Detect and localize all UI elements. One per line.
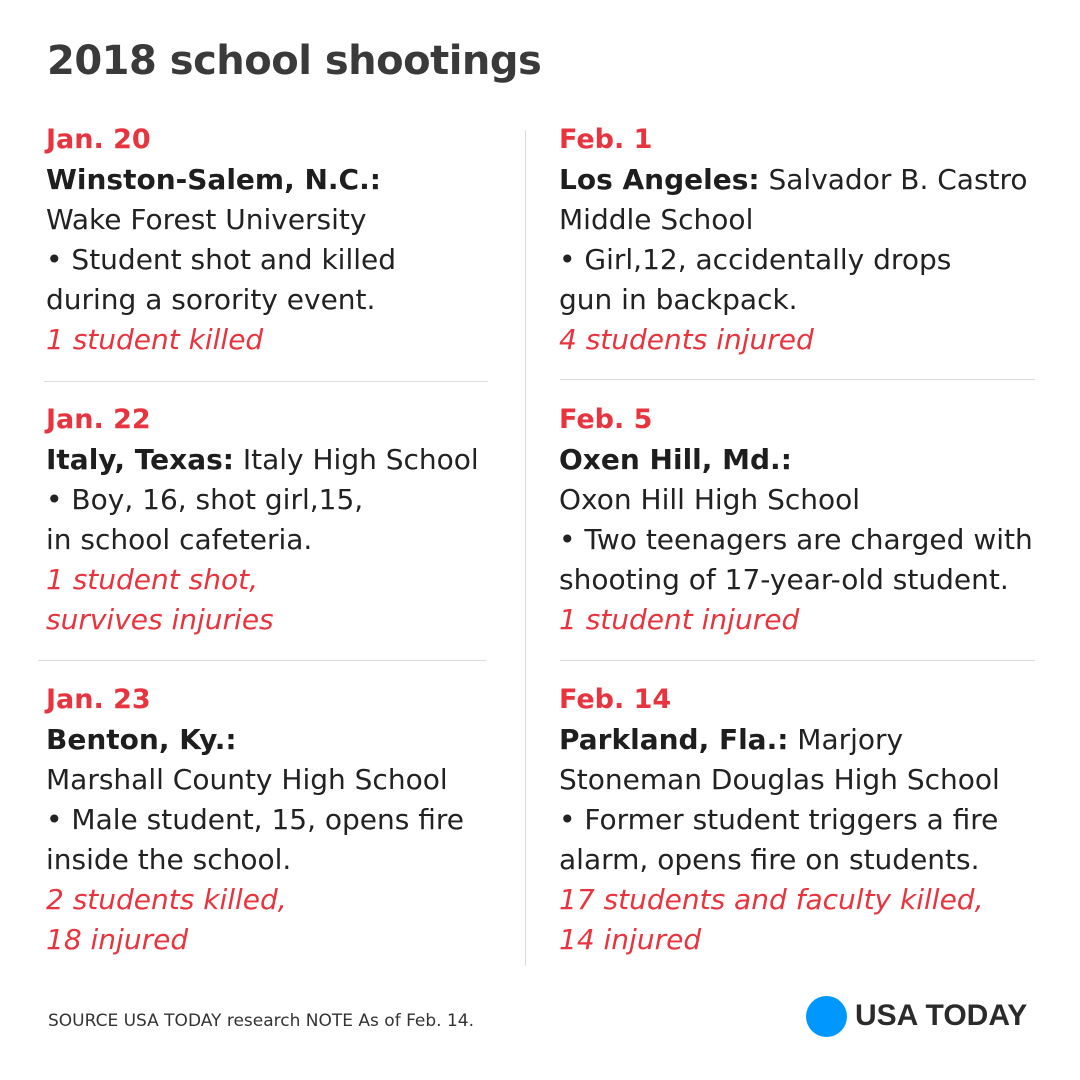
entry-location: Oxen Hill, Md.: <box>559 443 792 476</box>
entry-date: Jan. 20 <box>46 124 151 155</box>
usa-today-dot-icon <box>806 996 847 1037</box>
entry-line <box>46 800 464 840</box>
entry-line <box>559 320 1028 360</box>
entry-casualties: 1 student killed <box>46 323 264 356</box>
entry-description: • Former student triggers a fire <box>559 803 999 836</box>
entry-line <box>559 760 1000 800</box>
entry-line <box>559 520 1033 560</box>
entry-description: • Student shot and killed <box>46 243 397 276</box>
entry-line <box>46 600 479 640</box>
entry-location: Los Angeles: <box>559 163 760 196</box>
entry-feb-14 <box>559 680 1000 960</box>
entry-description: alarm, opens fire on students. <box>559 843 980 876</box>
entry-casualties: 18 injured <box>46 923 189 956</box>
entry-school: Oxon Hill High School <box>559 483 861 516</box>
entry-line <box>559 560 1033 600</box>
entry-date: Feb. 1 <box>559 124 653 155</box>
entry-description: • Male student, 15, opens fire <box>46 803 465 836</box>
entry-line <box>46 240 396 280</box>
entry-school: Marjory <box>788 723 904 756</box>
entry-school: Italy High School <box>233 443 479 476</box>
entry-description: during a sorority event. <box>46 283 376 316</box>
divider <box>44 381 488 382</box>
entry-school: Wake Forest University <box>46 203 367 236</box>
entry-line <box>46 480 479 520</box>
entry-line <box>46 280 396 320</box>
entry-location: Parkland, Fla.: <box>559 723 789 756</box>
entry-location: Benton, Ky.: <box>46 723 237 756</box>
entry-jan-23 <box>46 680 464 960</box>
entry-line <box>559 720 1000 760</box>
entry-description: in school cafeteria. <box>46 523 313 556</box>
entry-date: Jan. 22 <box>46 404 151 435</box>
entry-line <box>559 880 1000 920</box>
entry-school: Middle School <box>559 203 754 236</box>
entry-line <box>559 200 1028 240</box>
entry-feb-1 <box>559 120 1028 360</box>
entry-location: Winston-Salem, N.C.: <box>46 163 381 196</box>
entry-jan-20 <box>46 120 396 360</box>
entry-line <box>46 720 464 760</box>
entry-line <box>46 760 464 800</box>
entry-casualties: 4 students injured <box>559 323 814 356</box>
entry-description: shooting of 17-year-old student. <box>559 563 1009 596</box>
entry-description: gun in backpack. <box>559 283 798 316</box>
entry-line <box>559 480 1033 520</box>
entry-line <box>46 200 396 240</box>
page-title: 2018 school shootings <box>47 38 542 84</box>
entry-date: Feb. 5 <box>559 404 653 435</box>
entry-line <box>46 880 464 920</box>
entry-date: Feb. 14 <box>559 684 672 715</box>
entry-line <box>46 840 464 880</box>
entry-description: • Girl,12, accidentally drops <box>559 243 952 276</box>
entry-casualties: 2 students killed, <box>46 883 287 916</box>
entry-line <box>559 800 1000 840</box>
entry-description: inside the school. <box>46 843 292 876</box>
entry-line <box>46 320 396 360</box>
entry-casualties: 1 student shot, <box>46 563 258 596</box>
entry-line <box>559 440 1033 480</box>
divider <box>38 660 486 661</box>
entry-line <box>46 440 479 480</box>
entry-casualties: 1 student injured <box>559 603 800 636</box>
entry-line <box>46 520 479 560</box>
entry-casualties: 14 injured <box>559 923 702 956</box>
entry-line <box>559 600 1033 640</box>
entry-location: Italy, Texas: <box>46 443 234 476</box>
entry-line <box>559 920 1000 960</box>
entry-casualties: survives injuries <box>46 603 274 636</box>
usa-today-logo <box>806 995 1027 1037</box>
entry-line <box>46 560 479 600</box>
entry-school: Marshall County High School <box>46 763 448 796</box>
entry-feb-5 <box>559 400 1033 640</box>
entry-casualties: 17 students and faculty killed, <box>559 883 984 916</box>
source-note: SOURCE USA TODAY research NOTE As of Feb. 14. <box>48 1011 475 1031</box>
divider <box>560 660 1035 661</box>
entry-line <box>559 160 1028 200</box>
entry-line <box>559 840 1000 880</box>
entry-line <box>46 160 396 200</box>
entry-school: Salvador B. Castro <box>759 163 1028 196</box>
entry-line <box>46 920 464 960</box>
entry-description: • Boy, 16, shot girl,15, <box>46 483 364 516</box>
entry-line <box>559 280 1028 320</box>
column-divider <box>525 130 526 966</box>
divider <box>560 379 1035 380</box>
logo-text: USA TODAY <box>855 999 1028 1032</box>
entry-school: Stoneman Douglas High School <box>559 763 1000 796</box>
entry-description: • Two teenagers are charged with <box>559 523 1033 556</box>
entry-date: Jan. 23 <box>46 684 151 715</box>
entry-jan-22 <box>46 400 479 640</box>
entry-line <box>559 240 1028 280</box>
